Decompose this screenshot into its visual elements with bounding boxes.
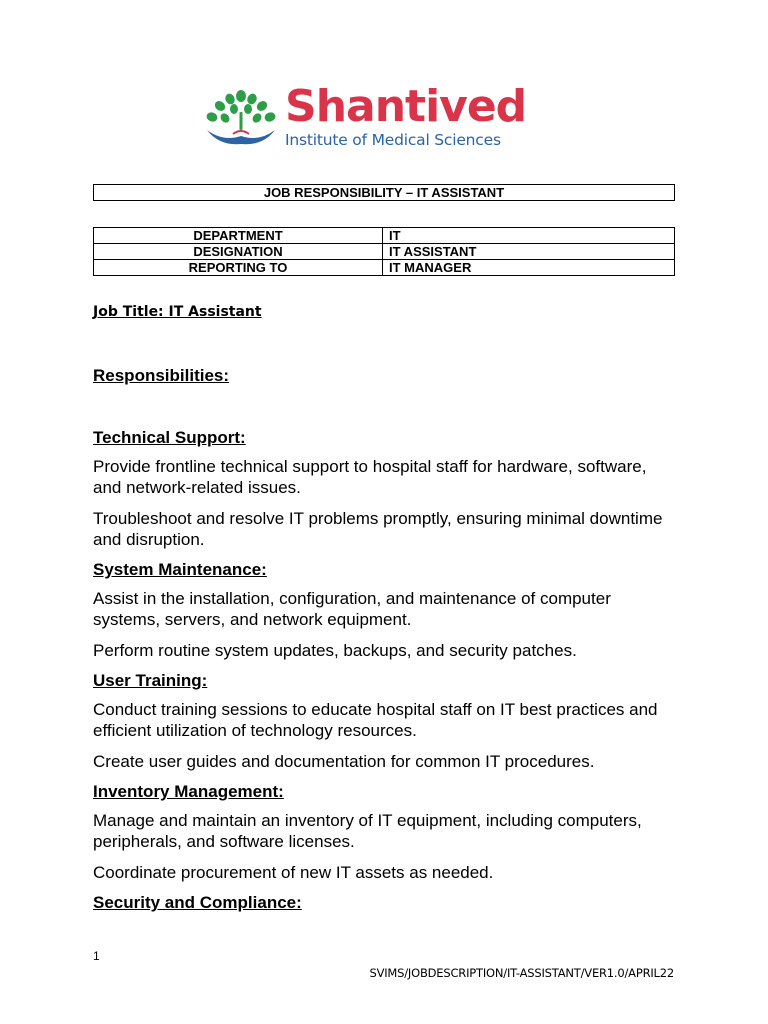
- document-title: JOB RESPONSIBILITY – IT ASSISTANT: [93, 184, 675, 201]
- meta-key: DESIGNATION: [94, 244, 383, 260]
- meta-value: IT ASSISTANT: [383, 244, 675, 260]
- logo-name: Shantived: [285, 81, 527, 132]
- logo-subtitle: Institute of Medical Sciences: [285, 131, 501, 149]
- meta-key: DEPARTMENT: [94, 228, 383, 244]
- paragraph: Create user guides and documentation for common IT procedures.: [93, 752, 595, 771]
- table-row: [94, 260, 675, 276]
- document-reference: SVIMS/JOBDESCRIPTION/IT-ASSISTANT/VER1.0/APRIL22: [369, 966, 674, 980]
- meta-key: REPORTING TO: [94, 260, 383, 276]
- paragraph: Troubleshoot and resolve IT problems promptly, ensuring minimal downtime and disruption.: [93, 509, 663, 549]
- table-row: [94, 244, 675, 260]
- institute-logo: [203, 81, 568, 150]
- paragraph: Provide frontline technical support to hospital staff for hardware, software, and network-related issues.: [93, 457, 647, 497]
- meta-value: IT MANAGER: [383, 260, 675, 276]
- page-number: 1: [93, 949, 100, 963]
- table-row: [94, 228, 675, 244]
- job-meta-table: [93, 227, 675, 276]
- section-heading: System Maintenance:: [93, 560, 267, 579]
- job-title: Job Title: IT Assistant: [93, 304, 262, 320]
- document-body: [93, 366, 673, 921]
- section-heading: Security and Compliance:: [93, 893, 302, 912]
- section-heading: Inventory Management:: [93, 782, 284, 801]
- paragraph: Manage and maintain an inventory of IT equipment, including computers, peripherals, and software licenses.: [93, 811, 642, 851]
- paragraph: Coordinate procurement of new IT assets as needed.: [93, 863, 494, 882]
- paragraph: Perform routine system updates, backups, and security patches.: [93, 641, 577, 660]
- paragraph: Assist in the installation, configuration, and maintenance of computer systems, servers, and network equipment.: [93, 589, 611, 629]
- section-heading: Technical Support:: [93, 428, 246, 447]
- section-heading: User Training:: [93, 671, 208, 690]
- meta-value: IT: [383, 228, 675, 244]
- responsibilities-heading: Responsibilities:: [93, 366, 230, 385]
- tree-hands-logo-icon: [203, 90, 279, 146]
- paragraph: Conduct training sessions to educate hospital staff on IT best practices and efficient utilization of technology resources.: [93, 700, 658, 740]
